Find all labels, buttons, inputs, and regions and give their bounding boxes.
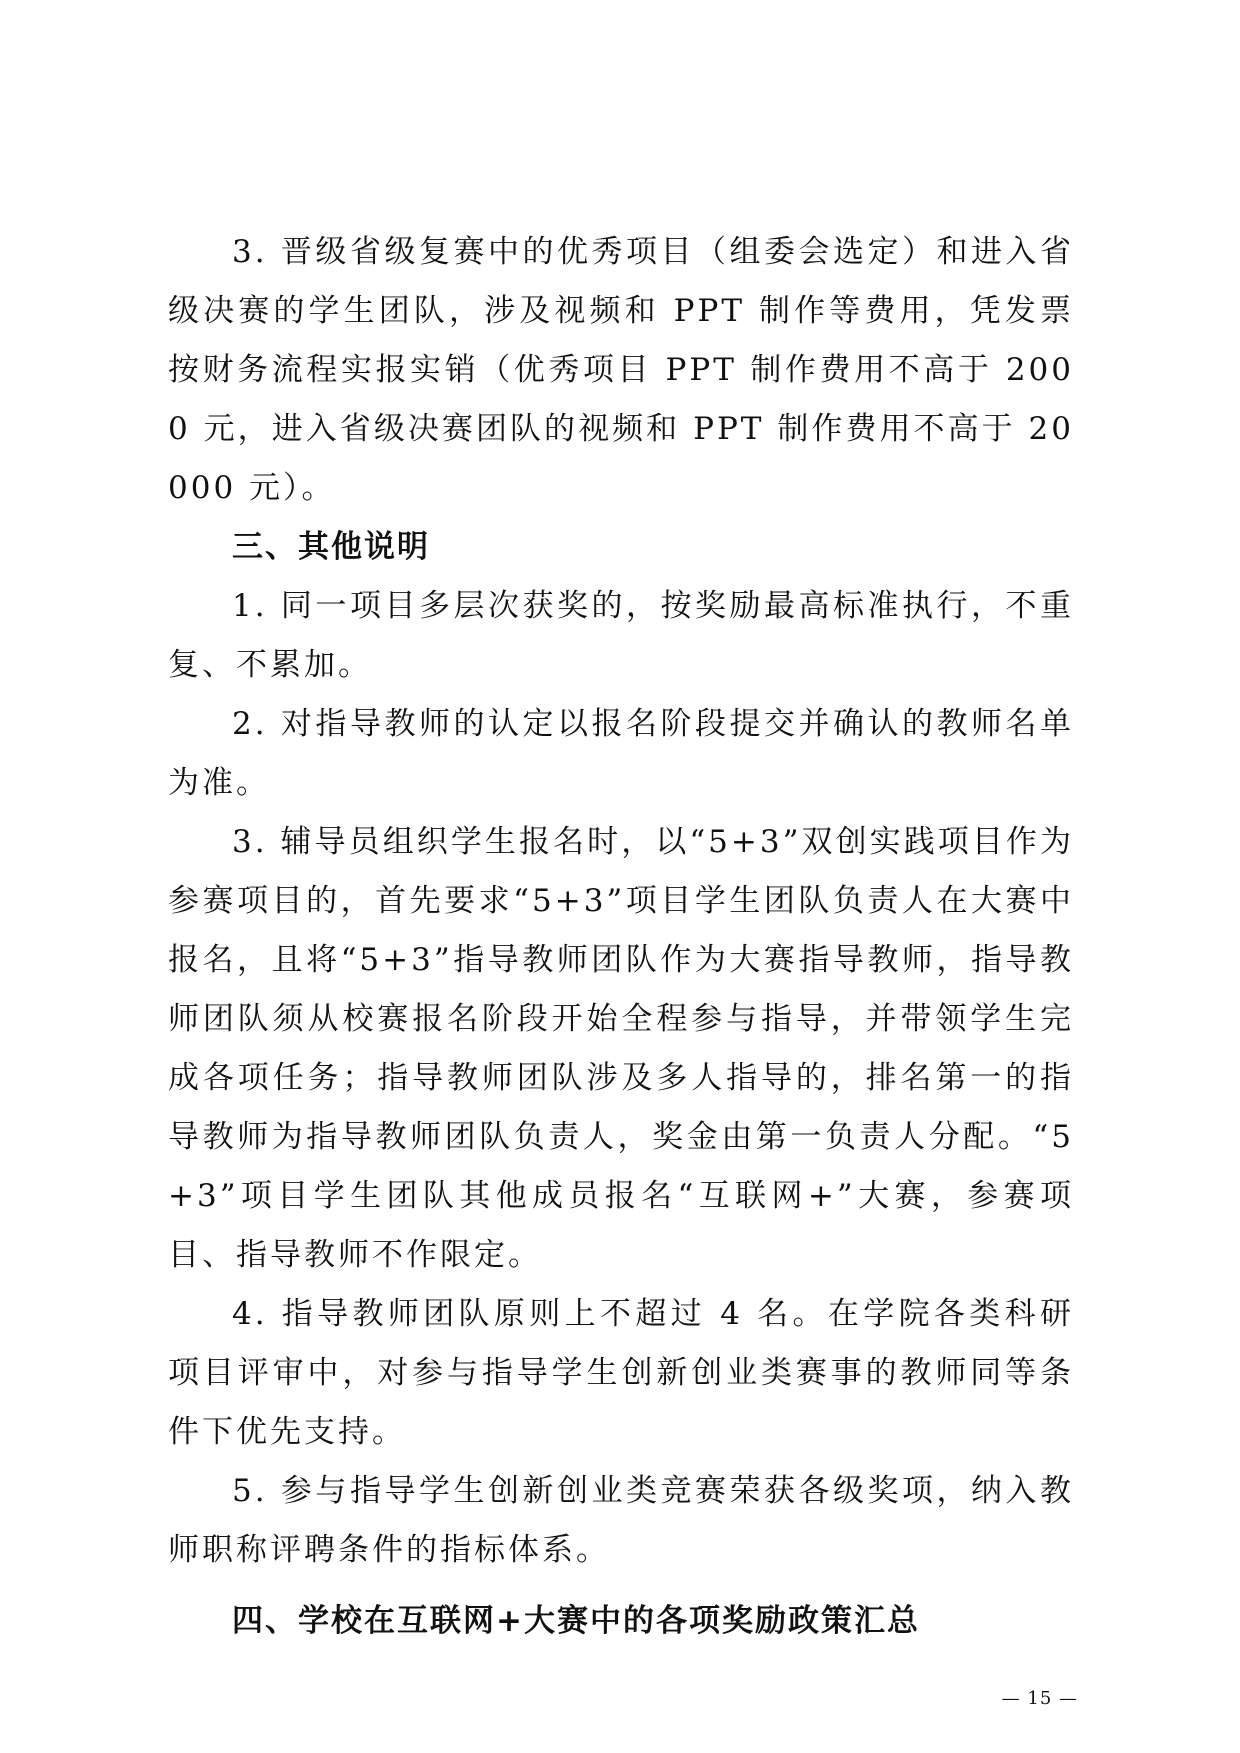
- paragraph-note-1: 1. 同一项目多层次获奖的，按奖励最高标准执行，不重复、不累加。: [168, 588, 1074, 683]
- page-number: — 15 —: [1001, 1688, 1078, 1709]
- section-heading-other-notes: 三、其他说明: [232, 529, 430, 565]
- document-body: [168, 223, 1074, 1651]
- paragraph-note-3: 3. 辅导员组织学生报名时，以“5+3”双创实践项目作为参赛项目的，首先要求“5+3”项目学生团队负责人在大赛中报名，且将“5+3”指导教师团队作为大赛指导教师，指导教师团队须从校赛报名阶段开始全程参与指导，并带领学生完成各项任务；指导教师团队涉及多人指导的，排名第一的指导教师为指导教师团队负责人，奖金由第一负责人分配。“5+3”项目学生团队其他成员报名“互联网+”大赛，参赛项目、指导教师不作限定。: [168, 824, 1074, 1273]
- paragraph-note-5: 5. 参与指导学生创新创业类竞赛荣获各级奖项，纳入教师职称评聘条件的指标体系。: [168, 1473, 1074, 1568]
- paragraph-item-3-expenses: 3. 晋级省级复赛中的优秀项目（组委会选定）和进入省级决赛的学生团队，涉及视频和 PPT 制作等费用，凭发票按财务流程实报实销（优秀项目 PPT 制作费用不高于 2000 元，进入省级决赛团队的视频和 PPT 制作费用不高于 20000 元）。: [168, 234, 1074, 506]
- section-heading-award-summary: 四、学校在互联网+大赛中的各项奖励政策汇总: [232, 1603, 920, 1639]
- paragraph-note-2: 2. 对指导教师的认定以报名阶段提交并确认的教师名单为准。: [168, 706, 1074, 801]
- paragraph-note-4: 4. 指导教师团队原则上不超过 4 名。在学院各类科研项目评审中，对参与指导学生创新创业类赛事的教师同等条件下优先支持。: [168, 1296, 1074, 1450]
